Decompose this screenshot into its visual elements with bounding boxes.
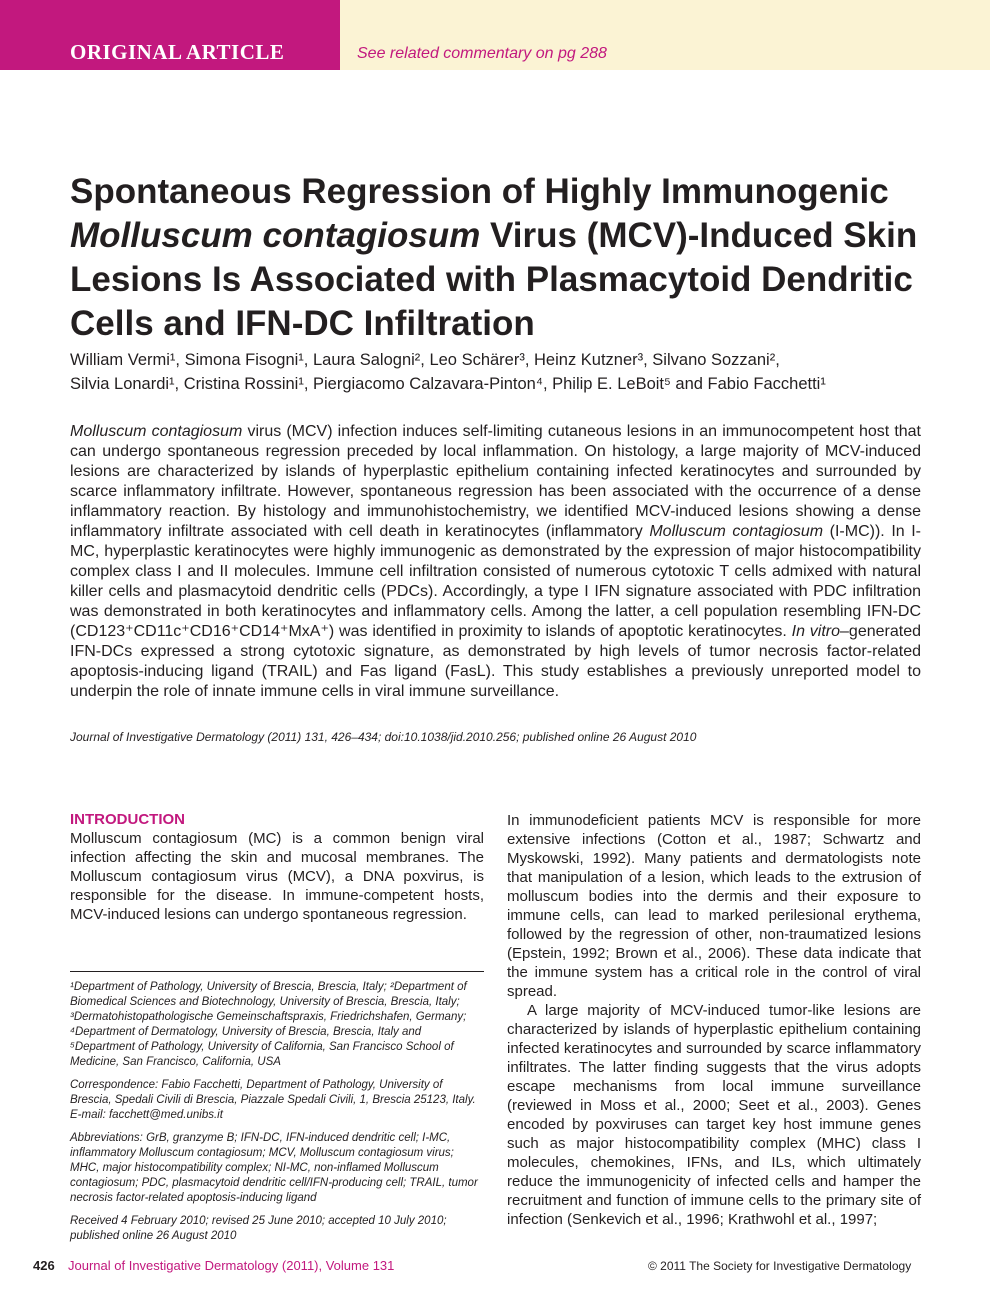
title-part1: Spontaneous Regression of Highly Immunogenic <box>70 172 889 211</box>
body-paragraph-2: A large majority of MCV-induced tumor-like lesions are characterized by islands of hyperplastic epithelium containing infected keratinocytes and surrounded by scarce inflammatory infiltrates. The latter finding suggests that the virus adopts escape mechanisms from local immune surveillance (reviewed in Moss et al., 2000; Seet et al., 2003). Genes encoded by poxviruses can target key host immune genes such as major histocompatibility complex (MHC) class I molecules, chemokines, IFNs, and ILs, which ultimately reduce the immunogenicity of infected cells and hamper the recruitment and function of immune cells to the primary site of infection (Senkevich et al., 1996; Krathwohl et al., 1997; <box>507 1002 921 1228</box>
title-part2: Virus (MCV)-Induced Skin Lesions Is Associated with Plasmacytoid Dendritic Cells and IFN-DC Infiltration <box>70 216 918 343</box>
abstract-italic-start: Molluscum contagiosum <box>70 423 243 440</box>
correspondence-footnote: Correspondence: Fabio Facchetti, Department of Pathology, University of Brescia, Spedali Civili di Brescia, Piazzale Spedali Civili, 1, Brescia 25123, Italy. E-mail: facchett@med.unibs.it <box>70 1079 476 1121</box>
body-paragraph-1: In immunodeficient patients MCV is responsible for more extensive infections (Cotton et al., 1987; Schwartz and Myskowski, 1992). Many patients and dermatologists note that manipulation of a lesion, which leads to the extrusion of molluscum bodies into the dermis and their exposure to immune cells, can lead to marked perilesional erythema, followed by the regression of other, non-traumatized lesions (Epstein, 1992; Brown et al., 2006). These data indicate that the immune system has a critical role in the control of viral spread. <box>507 812 921 1000</box>
right-column <box>507 811 921 1229</box>
introduction-text: Molluscum contagiosum (MC) is a common benign viral infection affecting the skin and mucosal membranes. The Molluscum contagiosum virus (MCV), a DNA poxvirus, is responsible for the disease. In immune-competent hosts, MCV-induced lesions can undergo spontaneous regression. <box>70 830 484 923</box>
author-list <box>70 348 930 396</box>
page-number: 426 <box>33 1258 55 1273</box>
title-italic: Molluscum contagiosum <box>70 216 481 255</box>
introduction-heading: INTRODUCTION <box>70 811 185 828</box>
abstract <box>70 422 921 702</box>
abbreviations-footnote: Abbreviations: GrB, granzyme B; IFN-DC, IFN-induced dendritic cell; I-MC, inflammatory Molluscum contagiosum; MCV, Molluscum contagiosum virus; MHC, major histocompatibility complex; NI-MC, non-inflamed Molluscum contagiosum; PDC, plasmacytoid dendritic cell/IFN-producing cell; TRAIL, tumor necrosis factor-related apoptosis-inducing ligand <box>70 1132 478 1204</box>
footer-copyright: © 2011 The Society for Investigative Dermatology <box>648 1259 912 1273</box>
citation-line: Journal of Investigative Dermatology (2011) 131, 426–434; doi:10.1038/jid.2010.256; published online 26 August 2010 <box>70 730 697 744</box>
abstract-part-3: –generated IFN-DCs expressed a strong cytotoxic signature, as demonstrated by high levels of tumor necrosis factor-related apoptosis-inducing ligand (TRAIL) and Fas ligand (FasL). This study establishes a previously unreported model to underpin the role of innate immune cells in viral immune surveillance. <box>70 623 921 700</box>
authors-line-1: William Vermi¹, Simona Fisogni¹, Laura Salogni², Leo Schärer³, Heinz Kutzner³, Silvano Sozzani², <box>70 351 780 369</box>
footnote-divider <box>70 971 484 972</box>
abstract-italic-mid: Molluscum contagiosum <box>649 523 824 540</box>
abstract-part-2: (I-MC)). In I-MC, hyperplastic keratinocytes were highly immunogenic as demonstrated by the expression of major histocompatibility complex class I and II molecules. Immune cell infiltration consisted of numerous cytotoxic T cells admixed with natural killer cells and plasmacytoid dendritic cells (PDCs). Accordingly, a type I IFN signature associated with PDC infiltration was demonstrated in both keratinocytes and inflammatory cells. Among the latter, a cell population resembling IFN-DC (CD123⁺CD11c⁺CD16⁺CD14⁺MxA⁺) was identified in proximity to islands of apoptotic keratinocytes. <box>70 523 922 640</box>
affiliations-footnote: ¹Department of Pathology, University of Brescia, Brescia, Italy; ²Department of Biomedical Sciences and Biotechnology, University of Brescia, Brescia, Italy; ³Dermatohistopathologische Gemeinschaftspraxis, Friedrichshafen, Germany; ⁴Department of Dermatology, University of Brescia, Brescia, Italy and ⁵Department of Pathology, University of California, San Francisco School of Medicine, San Francisco, California, USA <box>70 981 467 1068</box>
footer-journal: Journal of Investigative Dermatology (2011), Volume 131 <box>68 1258 395 1273</box>
dates-footnote: Received 4 February 2010; revised 25 June 2010; accepted 10 July 2010; published online 26 August 2010 <box>70 1215 447 1242</box>
authors-line-2: Silvia Lonardi¹, Cristina Rossini¹, Piergiacomo Calzavara-Pinton⁴, Philip E. LeBoit⁵ and Fabio Facchetti¹ <box>70 375 826 393</box>
related-commentary-link[interactable]: See related commentary on pg 288 <box>357 45 607 62</box>
article-title <box>70 170 930 346</box>
left-column <box>70 811 484 1252</box>
section-label: ORIGINAL ARTICLE <box>70 40 285 64</box>
abstract-part-1: virus (MCV) infection induces self-limiting cutaneous lesions in an immunocompetent host that can undergo spontaneous regression preceded by local inflammation. On histology, a large majority of MCV-induced lesions are characterized by islands of hyperplastic epithelium containing infected keratinocytes and surrounded by scarce inflammatory infiltrate. However, spontaneous regression has been associated with the occurrence of a dense inflammatory reaction. By histology and immunohistochemistry, we identified MCV-induced lesions showing a dense inflammatory infiltrate associated with cell death in keratinocytes (inflammatory <box>70 423 922 540</box>
abstract-italic-end: In vitro <box>791 623 841 640</box>
